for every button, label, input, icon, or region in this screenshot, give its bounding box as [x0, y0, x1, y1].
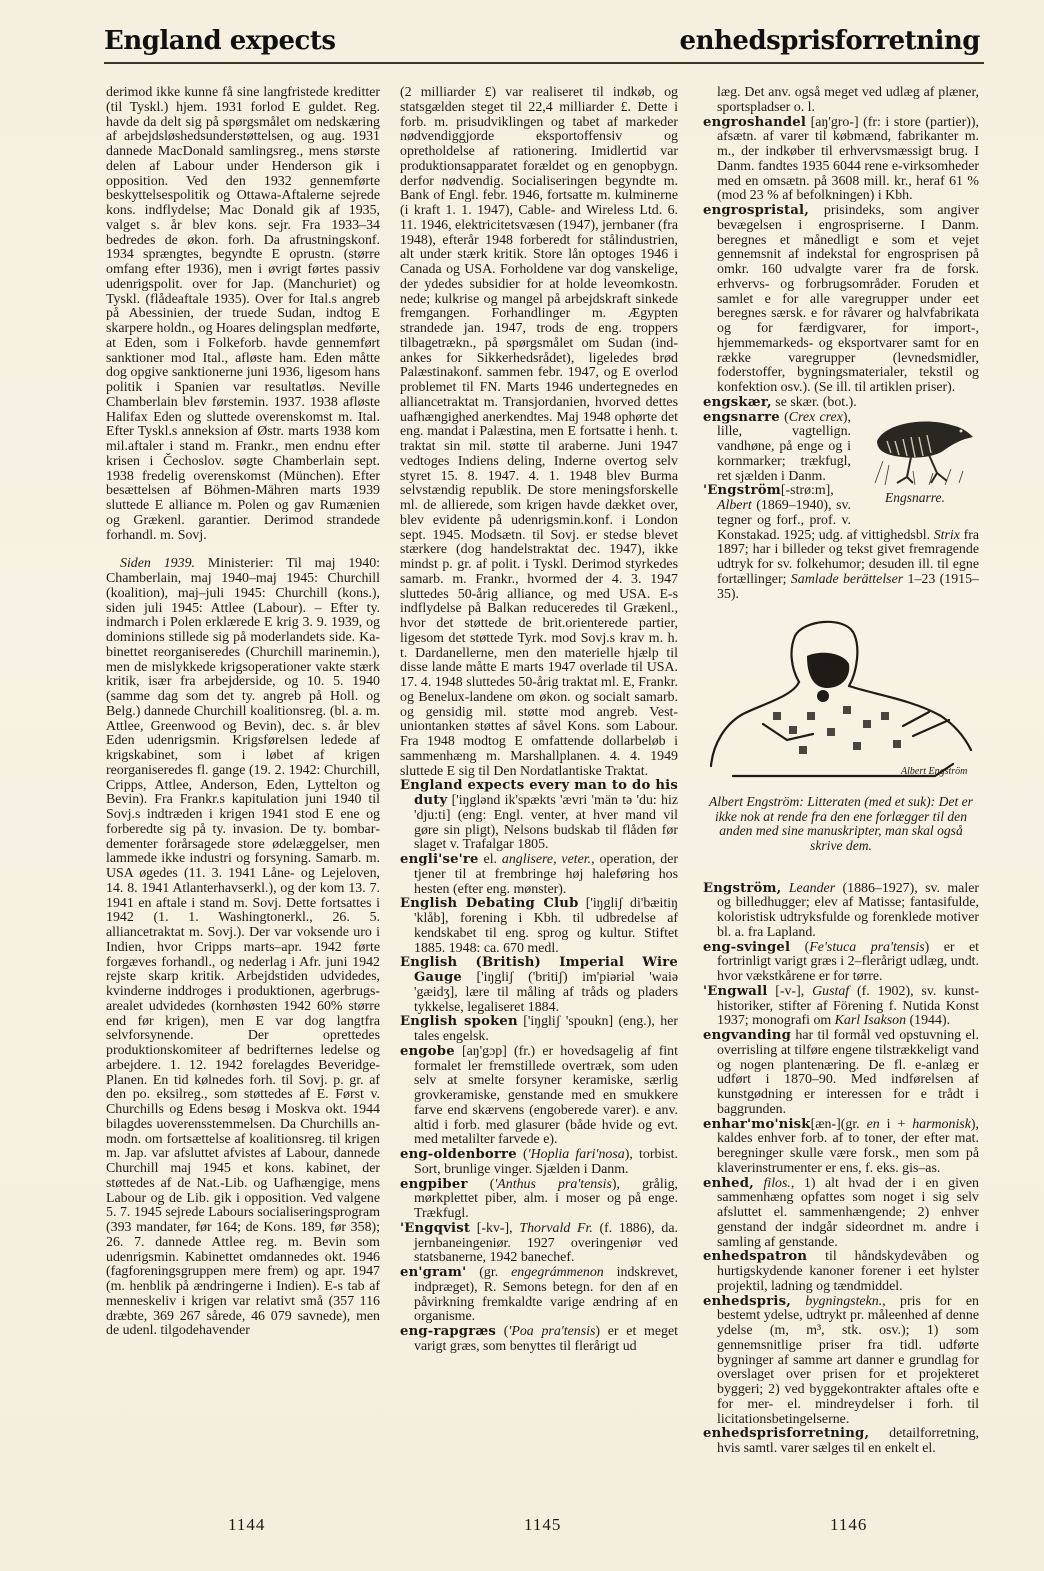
page-number-middle: 1145	[524, 1515, 562, 1534]
entry-engobe: engobe [aŋ'gɔp] (fr.) er hovedsagelig af fint formalet ler fremstillede overtræk, som uden selv at smelte forsyner keramiske, særlig grovkeramiske, genstande med en smukkere farve end skærvens (engoberede varer). e anv. altid i forb. med glasurer (både hvide og evt. med metalilter farvede e).	[400, 1043, 678, 1148]
entry-engram: en'gram' (gr. engegrámmenon indskrevet, indpræget), R. Semons betegn. for den af en påvirkning fremkaldte varige ændring af en organisme.	[400, 1265, 678, 1325]
entry-english-wire-gauge: English (British) Imperial Wire Gauge ['iŋgliʃ ('britiʃ) im'piəriəl 'waiə 'gæidʒ], lære til måling af tråds og pladers tykkelse, legaliseret 1884.	[400, 955, 678, 1015]
header-rule	[104, 62, 984, 64]
entry-engstrom-leander: Engström, Leander (1886–1927), sv. maler og billedhugger; elev af Matisse; fantasifulde, koloristisk udtryksfulde og forenklede motiver bl. a. fra Lapland.	[703, 880, 979, 940]
headword: engpiber	[400, 1176, 468, 1192]
entry-enhedspatron: enhedspatron til håndskydevåben og hurtigskydende kanoner forener i eet hylster projektil, ladning og tændmiddel.	[703, 1249, 979, 1294]
entry-enhedsprisforretning: enhedsprisforretning, detailforretning, hvis samtl. varer sælges til en enkelt el.	[703, 1426, 979, 1457]
headword: Engström,	[703, 880, 782, 896]
header-right-guide-word: enhedsprisforretning	[679, 26, 980, 56]
entry-english-spoken: English spoken ['iŋgliʃ 'spoukn] (eng.), her tales engelsk.	[400, 1014, 678, 1044]
entry-engstrom-albert: 'Engström[-strø:m], Albert (1869–1940), sv. tegner og forf., prof. v. Konstakad. 1925; udg. af vittighedsbl. Strix fra 1897; har i billeder og tekst givet fremragende udtryk for sv. folkehumor; desuden ill. til egne fortællinger; Samlade berättelser 1–23 (1915–35).	[703, 483, 979, 602]
entry-eng-svingel: eng-svingel (Fe'stuca pra'tensis) er et fortrinligt varigt græs i 2–flerårigt udlæg, undt. hvor vækstkårene er for tørre.	[703, 939, 980, 985]
headword: English Debating Club	[400, 896, 579, 912]
entry-eng-rapgraes: eng-rapgræs ('Poa pra'tensis) er et meget varigt græs, som benyttes til flerårigt ud	[400, 1324, 678, 1354]
spacer	[703, 864, 979, 882]
entry-engpiber: engpiber ('Anthus pra'tensis), grålig, mørkplettet piber, alm. i moser og på enge. Trækfugl.	[400, 1176, 678, 1221]
entry-engwall: 'Engwall [-v-], Gustaf (f. 1902), sv. kunsthistoriker, stifter af Förening f. Nutida Konst 1937; monografi om Karl Isakson (1944).	[703, 983, 979, 1029]
svg-text:Albert Engström: Albert Engström	[901, 766, 968, 778]
entry-engrospristal: engrospristal, prisindeks, som angiver bevægelsen i engrospriserne. I Danm. beregnes et månedligt e som et vejet gennemsnit af indekstal for engrosprisen på omkr. 160 udvalgte varer fra de forsk. erhvervs- og forbrugsområder. Foruden et samlet e for alle varegrupper under eet beregnes særsk. e for råvarer og halvfabrikata og for færdigvarer, for import-, hjemmemarkeds- og eksportvarer samt for en række varegrupper (levnedsmidler, foderstoffer, bygningsmaterialer, tekstil og konfektion osv.). (Se ill. til artiklen priser).	[703, 203, 979, 395]
article-paragraph-since-1939: Siden 1939. Ministerier: Til maj 1940: Chamberlain, maj 1940–maj 1945: Churchill (koalition), maj–juli 1945: Churchill (kons.), siden juli 1945: Attlee (Labour). – Efter ty. indmarch i Polen erklærede E krig 3. 9. 1939, og dominions stillede sig på moderlandets side. Kabinettet reorganiseredes (Churchill marinemin.), men de mislykkede krigsoperationer vakte stærk kritik, især fra arbejderside, og 10. 5. 1940 (samme dag som det ty. angreb på Holl. og Belg.) dannede Churchill koalitionsreg. (bl. a. m. Attlee, Greenwood og Bevin), dec. s. år blev Eden udenrigsmin. Krigsførelsen ledede af krigskabinet, som i løbet af krigen reorganiseredes fl. gange (19. 2. 1942: Churchill, Cripps, Attlee, Anderson, Eden, Lyttelton og Bevin). Fra Frankr.s kapitulation juni 1940 til Sovj.s indtræden i krigen 1941 stod E ene og forberedte sig på ty. invasion. De ty. bombardementer forårsagede store ødelæggelser, men lammede ikke industri og forsyning. Samarb. m. USA øgedes (11. 3. 1941 Låne- og Lejeloven, 14. 8. 1941 Atlanterhavserkl.), og der kom 13. 7. 1941 en aftale i stand m. Sovj. Dette fortsattes i 1942 (1. 1. Washingtonerkl., 26. 5. alliancetraktat m. Sovj.). Der var voksende uro i Indien, hvor Cripps marts–apr. 1942 førte forgæves forhandl., og nederlag i Afr. juni 1942 rejste skarp kritik. Arbejdstiden udvidedes, kvinderne inddroges i produktionen, agerbrugsarealet udvidedes (kornhøsten 1942 60% større end før krigen), men E var dog langtfra selvforsynende. Der oprettedes produktionskomiteer af bedrifternes ledelse og arbejdere. 1. 12. 1942 forelagdes Beveridge-Planen. En tid kølnedes forh. til Sovj. p. gr. af den po. eksilreg., som støttedes af E. Først v. Churchills og Edens besøg i Moskva okt. 1944 bilagdes uoverensstemmelsen. Da Churchills anmodn. om fortsættelse af koalitionsreg. til krigen m. Jap. var afsluttet afvistes af Labour, dannede Churchill maj 1945 et kons. kabinet, der støttedes af de Nat.-Lib. og Uafhængige, mens Labour og de Lib. gik i opposition. Ved valgene 5. 7. 1945 sejrede Labours socialiseringsprogram (393 mandater, før 164; de Kons. 189, før 358); 26. 7. dannede Attlee reg. m. Bevin som udenrigsmin. Kabinettet omdannedes okt. 1946 (fagforeningsgruppen mere frem) og apr. 1947 (m. henblik på ændringerne i Indien). E-s tab af menneskeliv i krigen var relativt små (357 116 dræbte, 369 267 sårede, 46 079 savnede), men de udenl. tilgodehavender	[106, 556, 381, 1339]
entry-eng-oldenborre: eng-oldenborre ('Hoplia fari'nosa), torbist. Sort, brunlige vinger. Sjælden i Danm.	[400, 1147, 678, 1177]
headword: eng-rapgræs	[400, 1324, 497, 1339]
headword: 'Engqvist	[400, 1220, 471, 1236]
entry-enharmonisk: enhar'mo'nisk[æn-](gr. en i + harmonisk), kaldes enhver forb. af to toner, der efter mat. beregninger skulle være forsk., men som på klaverinstrumenter er ens, f. eks. gis–as.	[703, 1116, 979, 1176]
headword: engli'se're	[400, 852, 479, 867]
headword: English spoken	[400, 1014, 518, 1030]
headword: enhedspatron	[703, 1249, 808, 1265]
entry-enhed: enhed, filos., 1) alt hvad der i en given sammenhæng opfattes som noget i sig selv afsluttet el. sammenhængende; 2) enhver genstand der indgår sideordnet m. andre i samling af genstande.	[703, 1175, 979, 1250]
article-paragraph: derimod ikke kunne få sine langfristede kreditter (til Tyskl.) hjem. 1931 forlod E guldet. Reg. havde da delt sig på spørgsmålet om nedskæring af arbejdsløshedsunderstøttelsen, og aug. 1931 dannede MacDonald samlingsreg., mens største delen af Labour under Henderson gik i opposition. Ved den 1932 gennemførte beskyttelsespolitik og Ottawa-Aftalerne sejrede kons. indflydelse; Mac Donald gik af 1935, valget s. år blev kons. sejr. Fra 1933–34 bedredes de økon. forh. Da afrustningskonf. 1934 sprængtes, begyndte E oprustn. (større omfang efter 1936), men i øvrigt førtes passiv udenrigspolit. over for Jap. (Manchuriet) og Tyskl. (flådeaftale 1935). Over for Ital.s angreb på Abessinien, der truede Sudan, indtog E skarpere holdn., og Hoares delingsplan medførte, at Eden, som i Folkeforb. havde gennemført sanktioner mod Ital., afløste ham. Eden måtte dog opgive sanktionerne juni 1936, ligesom hans politik i Spanien var resultatløs. Neville Chamberlain blev førstemin. 1937. 1938 afløste Halifax Eden og sluttede overenskomst m. Ital. Efter Tyskl.s anneksion af Østr. marts 1938 kom mil.aftaler i stand m. Frankr., men endnu efter krisen i Čechoslov. søgte Chamberlain sept. 1938 fredelig overenskomst (München). Efter besættelsen af Böhmen-Mähren marts 1939 sluttede E alliance m. Polen og gav Rumænien og Grækenl. garantier. Derimod strandede forhandl. m. Sovj.	[106, 85, 380, 543]
column-2	[400, 86, 678, 1355]
headword: en'gram'	[400, 1265, 467, 1280]
page-number-right: 1146	[830, 1515, 868, 1534]
entry-enhedspris: enhedspris, bygningstekn., pris for en bestemt ydelse, udtrykt pr. måleenhed af denne ydelse (m, m³, stk. osv.); 1) som gennemsnitlige priser fra tidl. udførte bygninger af samme art danner e grundlag for overslaget over prisen for et projekteret byggeri; 2) ved byggekontrakter aftales ofte e for mer- el. mindreydelser i forh. til licitationsbetingelserne.	[703, 1293, 979, 1427]
entry-continuation: læg. Det anv. også meget ved udlæg af plæner, sportspladser o. l.	[717, 85, 979, 115]
column-3	[703, 86, 979, 1457]
engstrom-cartoon-illustration	[703, 616, 979, 791]
headword: English (British) Imperial Wire Gauge	[400, 955, 678, 985]
header-left-guide-word: England expects	[104, 26, 336, 56]
column-1	[106, 86, 380, 1339]
entry-engqvist: 'Engqvist [-kv-], Thorvald Fr. (f. 1886), da. jernbaneingeniør. 1927 overingeniør ved statsbanerne, 1942 banechef.	[400, 1220, 679, 1266]
headword: engsnarre	[703, 409, 780, 425]
headword: enhed,	[703, 1175, 754, 1191]
entry-england-expects: England expects every man to do his duty ['iŋglənd ik'spækts 'ævri 'män tə 'du: hiz 'dju:ti] (eng: Engl. venter, at hver mand vil gøre sin pligt), Nelsons budskab til flåden før slaget v. Trafalgar 1805.	[400, 778, 678, 853]
section-lead: Siden 1939.	[120, 556, 195, 572]
headword: engrospristal,	[703, 203, 810, 218]
cartoon-caption: Albert Engström: Litteraten (med et suk): Det er ikke nok at rende fra den ene forlægger til den anden med sine manuskripter, man skal også skrive dem.	[709, 794, 973, 854]
entry-engvanding: engvanding har til formål ved opstuvning el. overrisling at tilføre engene tilstrækkeligt vand og nogen plantenæring. De fl. e-anlæg er udført i 1870–90. Med indførelsen af kunstgødning er interessen for e trådt i baggrunden.	[703, 1028, 979, 1117]
headword: England expects every man to do his duty	[400, 778, 678, 808]
entry-engskaer: engskær, se skær. (bot.).	[703, 394, 857, 410]
headword: engobe	[400, 1043, 455, 1059]
bird-caption: Engsnarre.	[885, 489, 945, 505]
entry-engroshandel: engroshandel [aŋ'gro-] (fr: i store (partier)), afsætn. af varer til købmænd, fabrikanter m. m., der indkøber til erhvervsmæssigt brug. I Danm. fandtes 1935 6044 rene e-virksomheder med en omsætn. på 3608 mill. kr., heraf 61 % (mod 23 % af befolkningen) i Kbh.	[703, 114, 979, 204]
article-paragraph: (2 milliarder £) var realiseret til indkøb, og statsgælden steget til 22,4 milliarder £. Dette i forb. m. prisudviklingen og tabet af markeder nødvendiggjorde eksportoffensiv og opretholdelse af rationering. Imidlertid var produktionsapparatet forældet og en genopbygn. derfor nødvendig. Socialiseringen begyndte m. Bank of Engl. febr. 1946, fortsatte m. kulminerne (i kraft 1. 1. 1947), Cable- and Wireless Ltd. 6. 11. 1946, elektricitetsvæsen (1947), jernbaner (fra 1948), efterår 1948 forberedt for stålindustrien, alt under stærk kritik. Store lån optoges 1946 i Canada og USA. Forholdene var dog vanskelige, der ydedes subsidier for at holde leveomkostn. nede; kulkrise og mangel på arbejdskraft sinkede fremgangen. Forhandlinger m. Ægypten strandede jan. 1947, trods de eng. troppers tilbagetrækn., på spørgsmålet om Sudan (indankes for Sikkerhedsrådet), ligeledes brød Palæstinakonf. sammen febr. 1947, og E overlod problemet til FN. Marts 1946 undertegnedes en alliancetraktat m. Transjordanien, hvorved dettes uafhængighed anerkendtes. Maj 1948 ophørte det eng. mandat i Palæstina, men E fortsatte i henh. t. traktat sin mil. støtte til araberne. Juni 1947 vedtoges Indiens deling, Inderne overtog selv styret 15. 8. 1947. 4. 1. 1948 blev Burma selvstændig republik. De store meningsforskelle ml. de allierede, som krigen havde dækket over, blev evidente på udenrigsmin.konf. i London sept. 1945. Modsætn. til Sovj. er stedse blevet stærkere (dog handelstraktat dec. 1947), ikke mindst p. gr. af polit. i Tyskl. Derimod styrkedes samarb. m. Frankr., hvormed der 4. 3. 1947 sluttedes 50-årig alliance, og med USA. E-s indflydelse på Balkan reduceredes til Grækenl., hvor det støttede de brit.orienterede partier, ligesom det støttede Tyrk. mod Sovj.s krav m. h. t. Dardanellerne, men den materielle hjælp til disse lande måtte E marts 1947 overlade til USA. 17. 4. 1948 sluttedes 50-årig traktat ml. E, Frankr. og Benelux-landene om økon. og socialt samarb. og gensidig mil. støtte mod angreb. Vestuniontanken støttes af såvel Kons. som Labour. Fra 1948 modtog E omfattende dollarbeløb i sammenhæng m. Marshallplanen. 4. 4. 1949 sluttede E sig til Den Nordatlantiske Traktat.	[400, 85, 678, 779]
bird-illustration	[855, 411, 979, 515]
headword: engroshandel	[703, 114, 807, 130]
headword: enhedspris,	[703, 1293, 791, 1309]
page-number-left: 1144	[228, 1515, 266, 1534]
headword: enhedsprisforretning,	[703, 1426, 870, 1442]
headword: eng-svingel	[703, 939, 791, 955]
headword: 'Engwall	[703, 983, 768, 999]
corncrake-icon	[855, 411, 979, 491]
headword: 'Engström	[703, 483, 781, 499]
running-header	[104, 26, 980, 62]
entry-english-debating-club: English Debating Club ['iŋgliʃ di'bæitiŋ 'klåb], forening i Kbh. til udbredelse af kendskabet til eng. sprog og kultur. Stiftet 1885. 1948: ca. 670 medl.	[400, 896, 678, 956]
entry-engsnarre: engsnarre (Crex crex), lille, vagtellign. vandhøne, på enge og i kornmarker; trækfugl, ret sjælden i Danm.	[703, 409, 851, 484]
caricature-icon	[703, 616, 979, 791]
headword: eng-oldenborre	[400, 1147, 517, 1162]
headword: engvanding	[703, 1028, 792, 1044]
headword: enhar'mo'nisk	[703, 1116, 811, 1132]
headword: engskær,	[703, 394, 772, 410]
entry-englisere: engli'se're el. anglisere, veter., operation, der tjener til at frembringe høj haleføring hos hesten (efter eng. mønster).	[400, 852, 678, 897]
